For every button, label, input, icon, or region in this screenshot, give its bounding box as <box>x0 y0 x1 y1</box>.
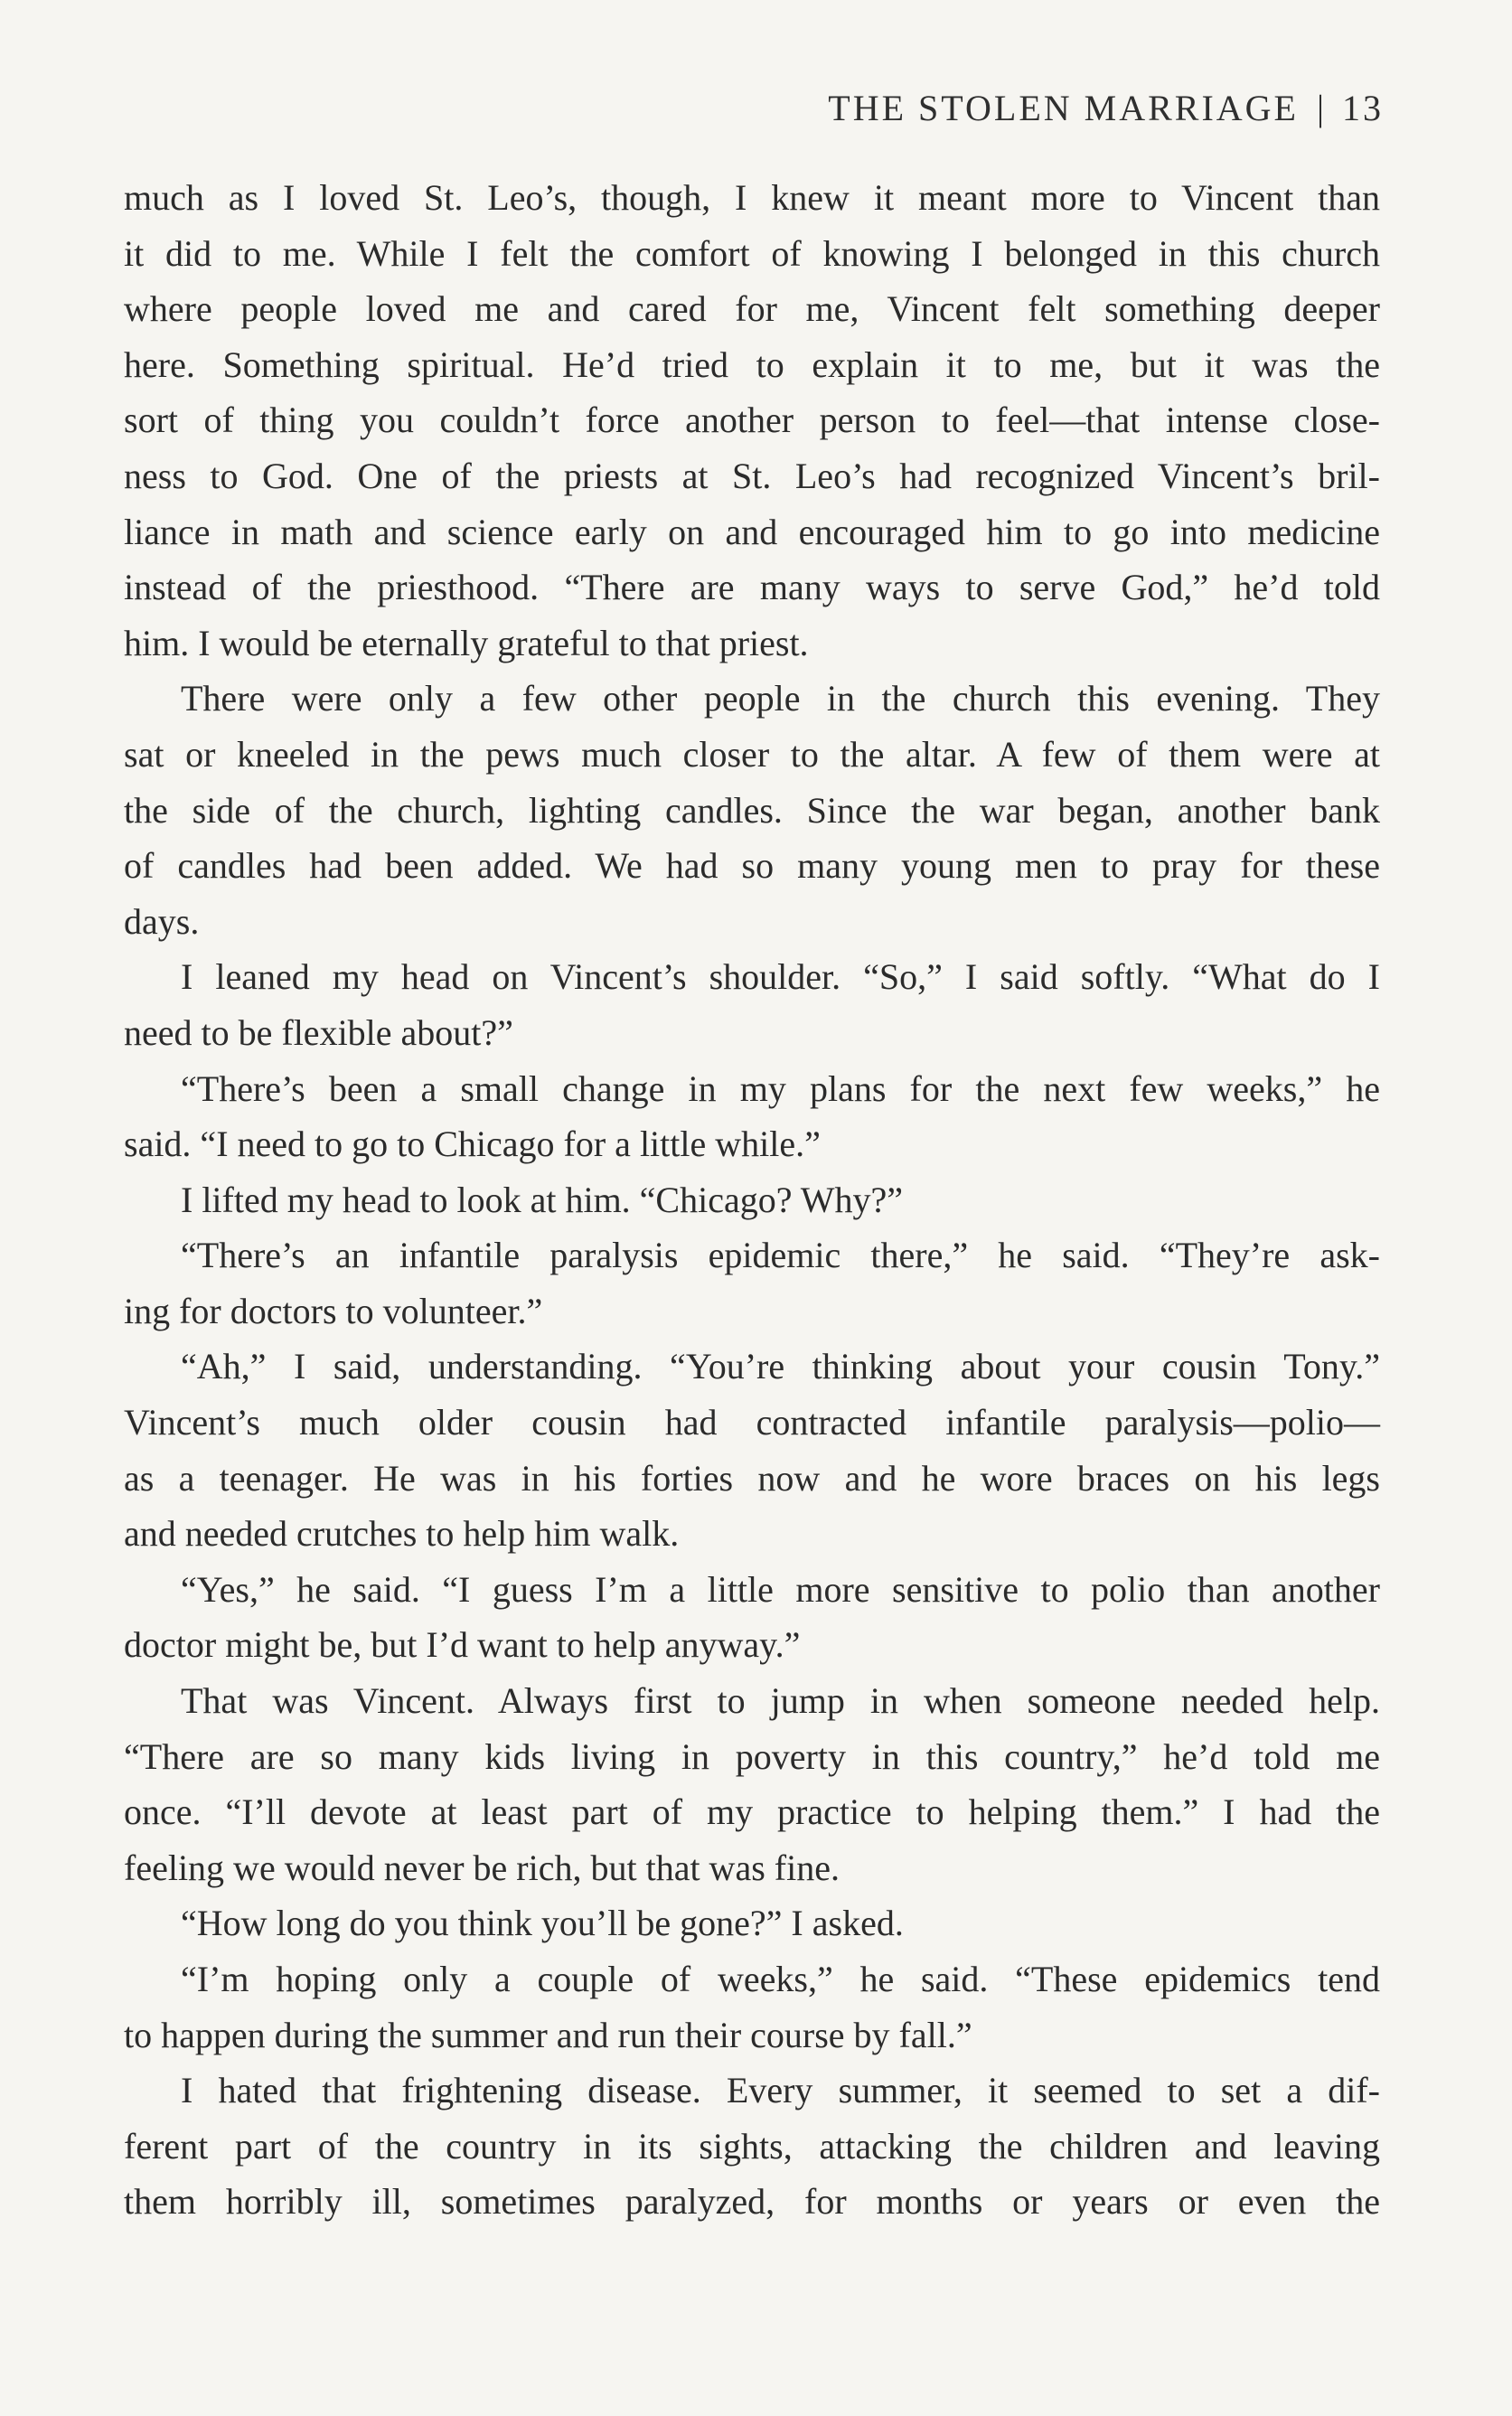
header-separator: | <box>1316 88 1324 128</box>
paragraph <box>124 2063 1380 2230</box>
text-line: ing for doctors to volunteer.” <box>124 1290 543 1331</box>
text-line: the side of the church, lighting candles. Since the war began, another bank <box>124 789 1380 831</box>
page-number: 13 <box>1342 88 1384 128</box>
text-line: That was Vincent. Always first to jump in when someone needed help. <box>181 1680 1380 1722</box>
text-line: “How long do you think you’ll be gone?” I asked. <box>181 1903 904 1944</box>
text-line: “Yes,” he said. “I guess I’m a little more sensitive to polio than another <box>181 1568 1380 1610</box>
body-text <box>124 170 1380 2230</box>
running-header <box>828 87 1384 129</box>
text-line: I leaned my head on Vincent’s shoulder. “So,” I said softly. “What do I <box>181 956 1380 998</box>
paragraph <box>124 1339 1380 1561</box>
text-line: “There’s been a small change in my plans for the next few weeks,” he <box>181 1067 1380 1109</box>
paragraph <box>124 1562 1380 1673</box>
paragraph <box>124 1951 1380 2063</box>
text-line: I hated that frightening disease. Every summer, it seemed to set a dif- <box>181 2070 1380 2111</box>
paragraph <box>124 671 1380 949</box>
paragraph <box>124 1061 1380 1172</box>
text-line: and needed crutches to help him walk. <box>124 1513 680 1555</box>
text-line: Vincent’s much older cousin had contracted infantile paralysis—polio— <box>124 1402 1380 1443</box>
text-line: need to be flexible about?” <box>124 1011 513 1053</box>
book-title: THE STOLEN MARRIAGE <box>828 88 1299 128</box>
text-line: sort of thing you couldn’t force another person to feel—that intense close- <box>124 400 1380 441</box>
text-line: “There are so many kids living in poverty in this country,” he’d told me <box>124 1735 1380 1777</box>
text-line: feeling we would never be rich, but that was fine. <box>124 1847 840 1888</box>
text-line: of candles had been added. We had so many young men to pray for these <box>124 845 1380 887</box>
paragraph <box>124 170 1380 671</box>
text-line: “I’m hoping only a couple of weeks,” he said. “These epidemics tend <box>181 1959 1380 1999</box>
text-line: I lifted my head to look at him. “Chicago? Why?” <box>181 1179 904 1220</box>
text-line: here. Something spiritual. He’d tried to explain it to me, but it was the <box>124 343 1380 385</box>
paragraph <box>124 1172 1380 1228</box>
text-line: them horribly ill, sometimes paralyzed, for months or years or even the <box>124 2181 1380 2223</box>
paragraph <box>124 949 1380 1060</box>
text-line: to happen during the summer and run their course by fall.” <box>124 2014 972 2055</box>
text-line: it did to me. While I felt the comfort of knowing I belonged in this church <box>124 232 1380 274</box>
text-line: ferent part of the country in its sights, attacking the children and leaving <box>124 2125 1380 2167</box>
text-line: as a teenager. He was in his forties now and he wore braces on his legs <box>124 1457 1380 1499</box>
text-line: “Ah,” I said, understanding. “You’re thinking about your cousin Tony.” <box>181 1346 1380 1387</box>
text-line: said. “I need to go to Chicago for a little while.” <box>124 1123 821 1165</box>
text-line: “There’s an infantile paralysis epidemic there,” he said. “They’re ask- <box>181 1235 1380 1276</box>
text-line: instead of the priesthood. “There are many ways to serve God,” he’d told <box>124 567 1380 608</box>
text-line: where people loved me and cared for me, Vincent felt something deeper <box>124 288 1380 330</box>
text-line: much as I loved St. Leo’s, though, I knew it meant more to Vincent than <box>124 177 1380 218</box>
paragraph <box>124 1227 1380 1339</box>
text-line: him. I would be eternally grateful to that priest. <box>124 622 809 663</box>
paragraph <box>124 1673 1380 1895</box>
text-line: There were only a few other people in the church this evening. They <box>181 678 1380 719</box>
text-line: days. <box>124 900 200 942</box>
text-line: once. “I’ll devote at least part of my practice to helping them.” I had the <box>124 1791 1380 1833</box>
text-line: doctor might be, but I’d want to help anyway.” <box>124 1624 801 1666</box>
text-line: sat or kneeled in the pews much closer to the altar. A few of them were at <box>124 733 1380 775</box>
paragraph <box>124 1895 1380 1951</box>
text-line: ness to God. One of the priests at St. Leo’s had recognized Vincent’s bril- <box>124 455 1380 496</box>
text-line: liance in math and science early on and encouraged him to go into medicine <box>124 511 1380 552</box>
